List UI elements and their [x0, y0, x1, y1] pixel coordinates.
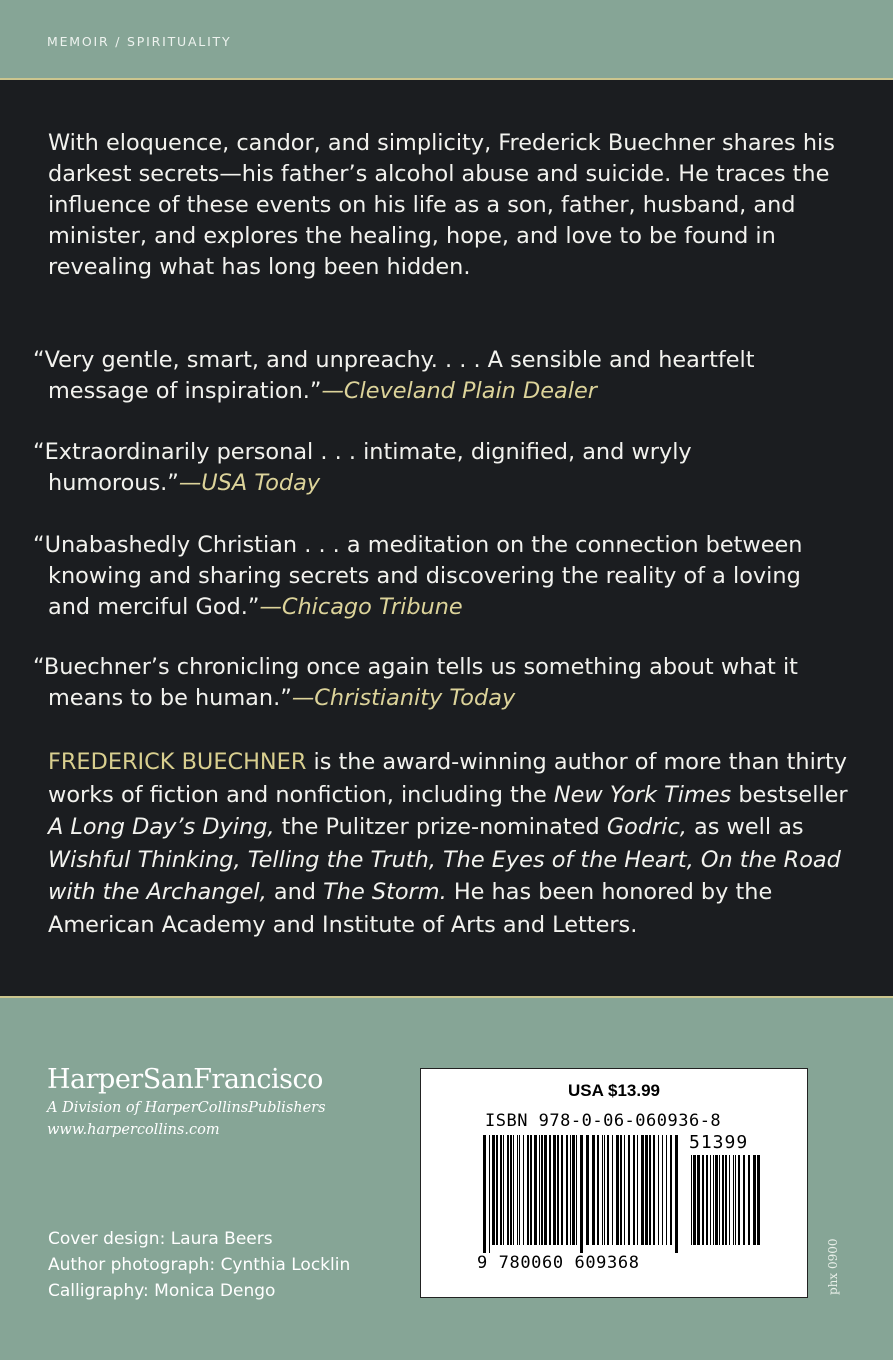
bio-text: He has been honored by the American Academy and Institute of Arts and Letters.: [48, 879, 773, 938]
publisher-name: HarperSanFrancisco: [47, 1064, 323, 1095]
barcode-bar: [539, 1135, 540, 1245]
barcode-bar: [566, 1135, 568, 1245]
barcode-bar: [541, 1135, 543, 1245]
barcode-bar: [713, 1155, 714, 1245]
publisher-url: www.harpercollins.com: [47, 1122, 220, 1138]
barcode-bar: [675, 1135, 678, 1253]
credits: [48, 1226, 350, 1304]
quote-3: [33, 530, 848, 623]
barcode-bar: [706, 1155, 708, 1245]
barcode-bar: [507, 1135, 509, 1245]
price-label: USA $13.99: [568, 1081, 660, 1100]
quote-source: —Chicago Tribune: [259, 594, 463, 620]
bio-title: Godric,: [606, 814, 687, 840]
quote-text: “Extraordinarily personal . . . intimate, dignified, and wryly humorous.”: [33, 439, 692, 496]
barcode-bar: [483, 1135, 486, 1253]
barcode-bar: [544, 1135, 547, 1245]
barcode-bar: [592, 1135, 595, 1245]
quote-text: “Very gentle, smart, and unpreachy. . . . A sensible and heartfelt message of inspiration.”: [33, 347, 755, 404]
barcode-bar: [616, 1135, 619, 1245]
ean-digits: 9 780060 609368: [477, 1253, 640, 1273]
barcode-bar: [628, 1135, 630, 1245]
publisher-division: A Division of HarperCollinsPublishers: [47, 1100, 326, 1116]
barcode-bar: [633, 1135, 635, 1245]
barcode-bar: [662, 1135, 663, 1245]
barcode-bar: [710, 1155, 711, 1245]
barcode-bar: [527, 1135, 529, 1245]
barcode-bar: [496, 1135, 498, 1245]
bio-title: New York Times: [553, 781, 732, 808]
barcode-bar: [733, 1155, 734, 1245]
barcode-bar: [743, 1155, 745, 1245]
barcode-bar: [753, 1155, 756, 1245]
barcode-bar: [586, 1135, 589, 1245]
barcode-bar: [666, 1135, 667, 1245]
quote-source: —Cleveland Plain Dealer: [321, 378, 597, 404]
barcode-bar: [658, 1135, 659, 1245]
barcode-bar: [715, 1155, 718, 1245]
credit-author-photo: Author photograph: Cynthia Locklin: [48, 1255, 351, 1275]
barcode-bar: [503, 1135, 504, 1245]
barcode-bar: [725, 1155, 727, 1245]
barcode-bar: [702, 1155, 704, 1245]
barcode-main-bars: [481, 1135, 681, 1253]
barcode-bar: [570, 1135, 571, 1245]
barcode-bar: [691, 1155, 692, 1245]
quote-source: —Christianity Today: [291, 685, 516, 711]
barcode-addon-bars: [689, 1155, 765, 1253]
barcode-bar: [637, 1135, 638, 1245]
barcode-box: [420, 1068, 808, 1298]
isbn-label: ISBN 978-0-06-060936-8: [485, 1111, 722, 1131]
bio-title: The Storm.: [323, 879, 447, 905]
addon-number: 51399: [689, 1132, 749, 1153]
publisher-block: [47, 1063, 326, 1141]
barcode-bar: [489, 1135, 490, 1253]
barcode-bar: [597, 1135, 599, 1245]
barcode-bar: [719, 1155, 720, 1245]
credit-cover-design: Cover design: Laura Beers: [48, 1229, 273, 1249]
barcode-bar: [722, 1155, 724, 1245]
barcode-bar: [553, 1135, 556, 1245]
barcode-bar: [523, 1135, 524, 1245]
author-bio: [48, 746, 848, 941]
barcode-bar: [572, 1135, 575, 1245]
barcode-bar: [693, 1155, 696, 1245]
barcode-bar: [729, 1155, 730, 1245]
edge-code: phx 0900: [826, 1238, 840, 1296]
barcode-bar: [624, 1135, 625, 1245]
barcode-bar: [748, 1155, 750, 1245]
bio-title: A Long Day’s Dying,: [48, 814, 275, 840]
barcode-bar: [534, 1135, 537, 1245]
quote-4: [33, 652, 848, 714]
barcode-bar: [649, 1135, 651, 1245]
barcode-bar: [530, 1135, 532, 1245]
bio-title: Wishful Thinking, Telling the Truth, The Eyes of the Heart, On the Road with the Archangel,: [48, 846, 841, 905]
author-name: FREDERICK BUECHNER: [48, 749, 307, 775]
quote-2: [33, 437, 848, 499]
barcode-bar: [607, 1135, 609, 1245]
barcode-bar: [670, 1135, 672, 1245]
quote-text: “Buechner’s chronicling once again tells us something about what it means to be human.”: [33, 654, 798, 711]
barcode-bar: [576, 1135, 577, 1245]
barcode-bar: [580, 1135, 583, 1253]
barcode-bar: [604, 1135, 605, 1245]
barcode-bar: [697, 1155, 700, 1245]
barcode-bar: [612, 1135, 613, 1245]
barcode-bar: [620, 1135, 622, 1245]
quote-1: [33, 345, 848, 407]
barcode-bar: [738, 1155, 740, 1245]
barcode-bar: [757, 1155, 760, 1245]
barcode-bar: [557, 1135, 559, 1245]
barcode-bar: [645, 1135, 648, 1245]
barcode-bar: [641, 1135, 644, 1245]
barcode-bar: [561, 1135, 563, 1245]
bio-text: is the award-winning author of more than thirty works of fiction and nonfiction, including the: [48, 749, 848, 808]
bio-text: and: [266, 879, 324, 905]
quote-source: —USA Today: [178, 470, 321, 496]
category-label: MEMOIR / SPIRITUALITY: [47, 34, 232, 49]
barcode-bar: [517, 1135, 518, 1245]
credit-calligraphy: Calligraphy: Monica Dengo: [48, 1281, 276, 1301]
bio-text: as well as: [686, 814, 804, 840]
barcode-bar: [500, 1135, 502, 1245]
barcode-bar: [492, 1135, 495, 1245]
barcode-bar: [549, 1135, 551, 1245]
bio-text: the Pulitzer prize-nominated: [274, 814, 607, 840]
barcode-bar: [735, 1155, 736, 1245]
barcode-bar: [602, 1135, 603, 1245]
barcode-bar: [519, 1135, 520, 1245]
barcode-bar: [510, 1135, 512, 1245]
blurb: With eloquence, candor, and simplicity, Frederick Buechner shares his darkest secrets—his father’s alcohol abuse and suicide. He traces the influence of these events on his life as a son, father, husband, and minister, and explores the healing, hope, and love to be found in revealing what has long been hidden.: [48, 130, 835, 280]
bio-text: bestseller: [731, 781, 848, 808]
barcode-bar: [513, 1135, 514, 1245]
quote-text: “Unabashedly Christian . . . a meditation on the connection between knowing and sharing secrets and discovering the reality of a loving and merciful God.”: [33, 532, 803, 620]
barcode-bar: [653, 1135, 655, 1245]
